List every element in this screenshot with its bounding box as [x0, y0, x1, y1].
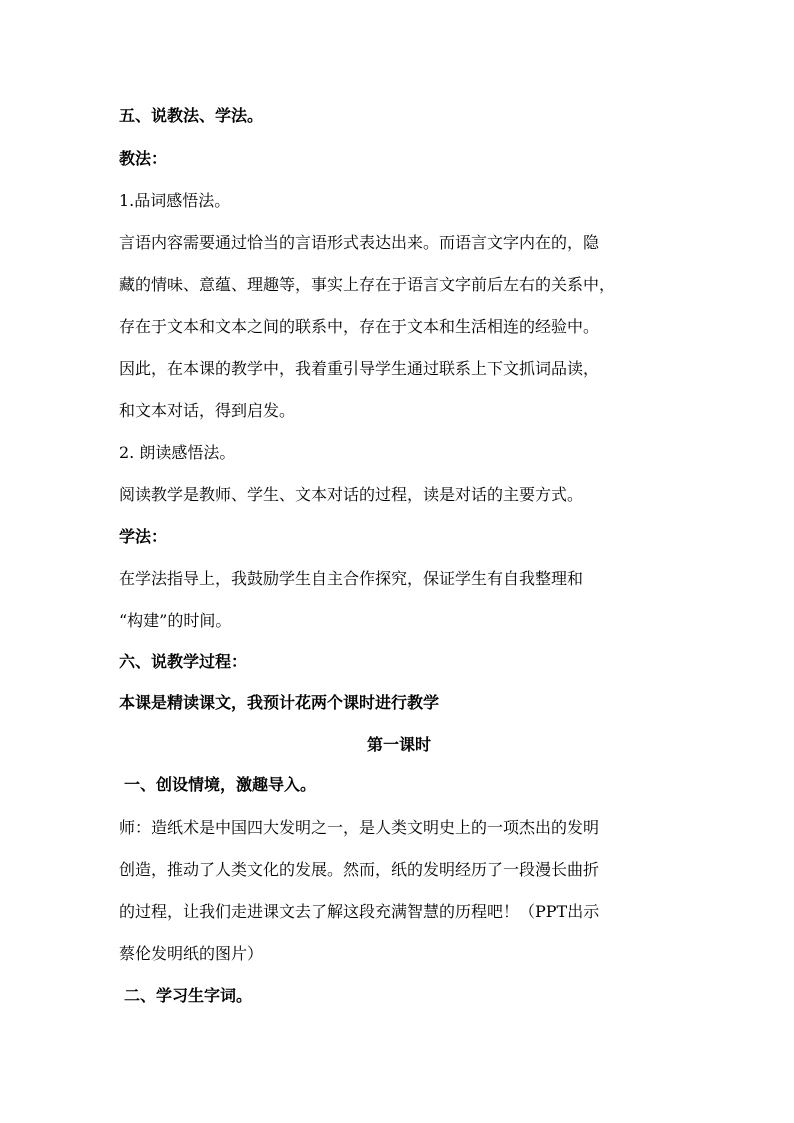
- section6-intro: 本课是精读课文，我预计花两个课时进行教学: [119, 693, 440, 712]
- section5-heading: 五、说教法、学法。: [119, 106, 264, 125]
- lesson-title: 第一课时: [366, 735, 431, 754]
- learning-method-heading: 学法：: [119, 527, 168, 546]
- step1-heading: 一、创设情境，激趣导入。: [124, 775, 317, 794]
- step1-line: 创造，推动了人类文化的发展。然而，纸的发明经历了一段漫长曲折: [119, 860, 600, 879]
- learning-line: “构建”的时间。: [119, 611, 232, 630]
- method1-line: 存在于文本和文本之间的联系中，存在于文本和生活相连的经验中。: [119, 317, 600, 336]
- step1-line: 的过程，让我们走进课文去了解这段充满智慧的历程吧！（PPT出示: [119, 902, 600, 921]
- section6-heading: 六、说教学过程：: [119, 652, 248, 671]
- method1-line: 因此，在本课的教学中，我着重引导学生通过联系上下文抓词品读，: [119, 359, 600, 378]
- method1-line: 藏的情味、意蕴、理趣等，事实上存在于语言文字前后左右的关系中，: [119, 275, 616, 294]
- method1-line: 言语内容需要通过恰当的言语形式表达出来。而语言文字内在的，隐: [119, 233, 600, 252]
- step1-line: 师：造纸术是中国四大发明之一，是人类文明史上的一项杰出的发明: [119, 818, 600, 837]
- method1-line: 和文本对话，得到启发。: [119, 401, 296, 420]
- teaching-method-heading: 教法：: [119, 149, 168, 168]
- method2-text: 阅读教学是教师、学生、文本对话的过程，读是对话的主要方式。: [119, 485, 584, 504]
- step1-line: 蔡伦发明纸的图片）: [119, 944, 264, 963]
- method2-title: 2. 朗读感悟法。: [119, 443, 236, 462]
- step2-heading: 二、学习生字词。: [124, 986, 253, 1005]
- learning-line: 在学法指导上，我鼓励学生自主合作探究，保证学生有自我整理和: [119, 569, 584, 588]
- method1-title: 1.品词感悟法。: [119, 191, 231, 210]
